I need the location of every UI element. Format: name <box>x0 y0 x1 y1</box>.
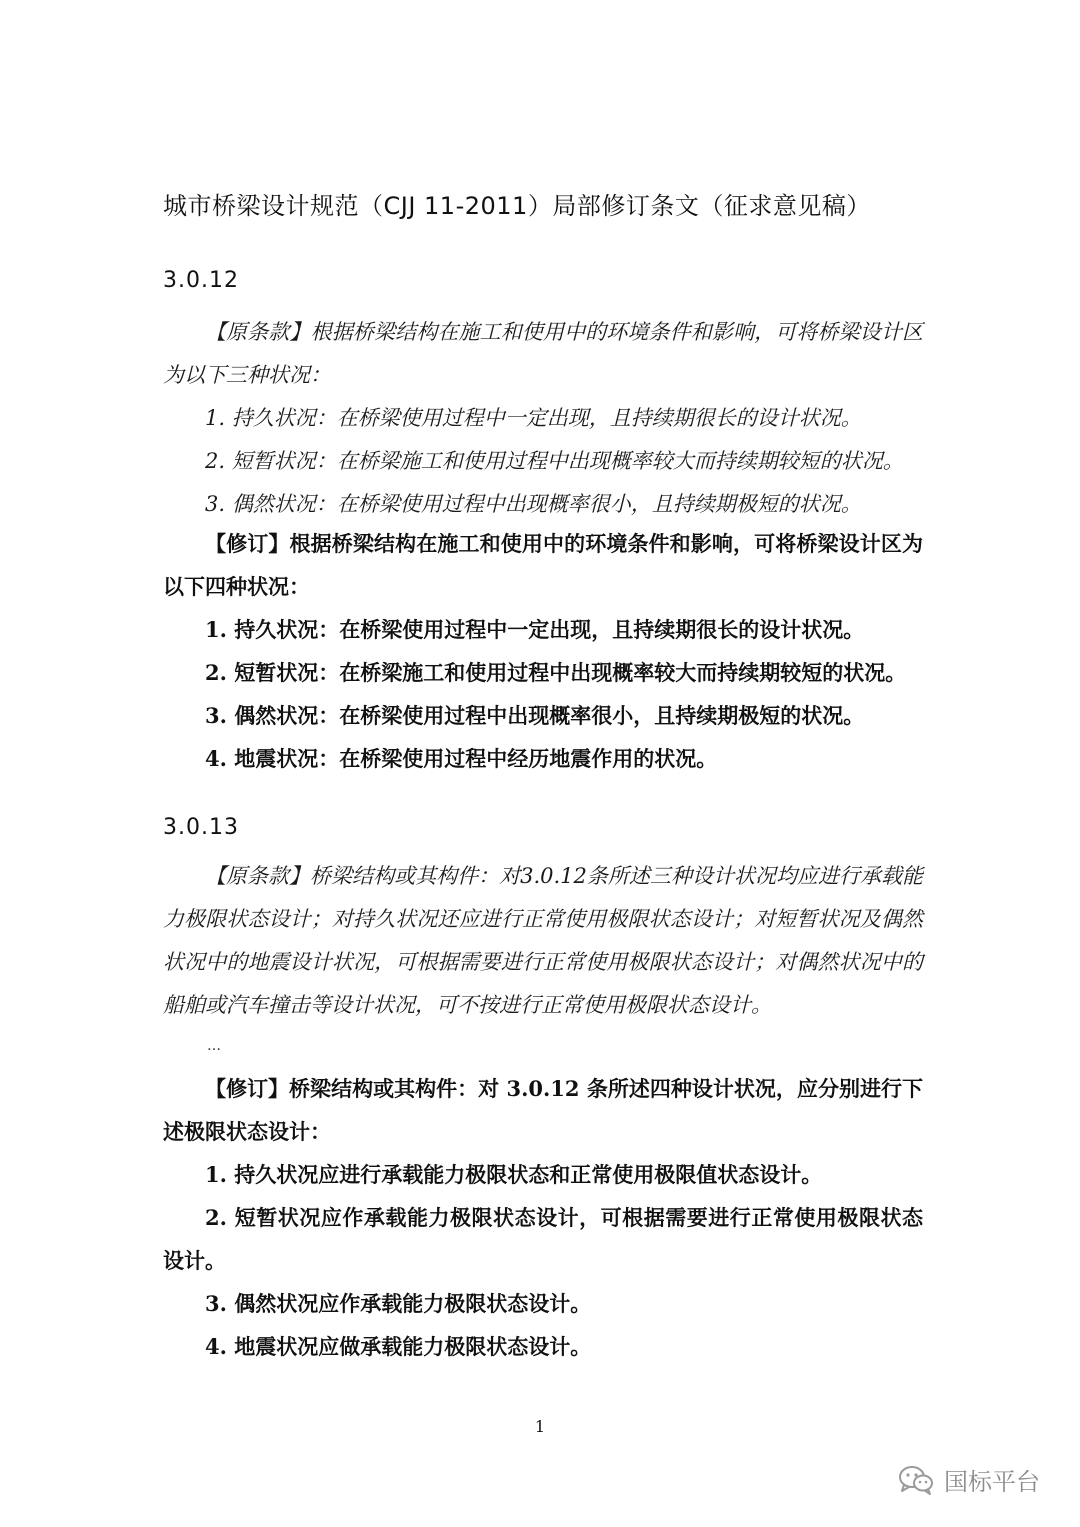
revised-label: 【修订】 <box>205 1076 290 1101</box>
list-item: 4. 地震状况应做承载能力极限状态设计。 <box>205 1334 592 1359</box>
wechat-icon <box>898 1464 934 1496</box>
revised-clause-block <box>163 1067 923 1368</box>
ellipsis: … <box>207 1038 221 1054</box>
original-text: 桥梁结构或其构件：对3.0.12条所述三种设计状况均应进行承载能力极限状态设计；对持久状况还应进行正常使用极限状态设计；对短暂状况及偶然状况中的地震设计状况，可根据需要进行正常使用极限状态设计；对偶然状况中的船舶或汽车撞击等设计状况，可不按进行正常使用极限状态设计。 <box>163 864 924 1017</box>
list-item: 1. 持久状况：在桥梁使用过程中一定出现，且持续期很长的设计状况。 <box>205 406 862 430</box>
revised-clause-block <box>163 522 923 780</box>
original-text: 根据桥梁结构在施工和使用中的环境条件和影响，可将桥梁设计区为以下三种状况： <box>163 320 924 387</box>
footer-watermark <box>898 1462 1040 1497</box>
document-title: 城市桥梁设计规范（CJJ 11-2011）局部修订条文（征求意见稿） <box>163 192 871 220</box>
original-label: 【原条款】 <box>205 320 311 344</box>
list-item: 3. 偶然状况：在桥梁使用过程中出现概率很小，且持续期极短的状况。 <box>205 492 862 516</box>
list-item: 3. 偶然状况：在桥梁使用过程中出现概率很小，且持续期极短的状况。 <box>205 703 865 728</box>
brand-name: 国标平台 <box>944 1468 1040 1496</box>
original-clause-block <box>163 855 923 1027</box>
clause-number: 3.0.13 <box>163 815 239 840</box>
list-item: 1. 持久状况应进行承载能力极限状态和正常使用极限值状态设计。 <box>205 1162 823 1187</box>
list-item: 2. 短暂状况：在桥梁施工和使用过程中出现概率较大而持续期较短的状况。 <box>205 660 907 685</box>
list-item: 1. 持久状况：在桥梁使用过程中一定出现，且持续期很长的设计状况。 <box>205 617 865 642</box>
list-item: 2. 短暂状况：在桥梁施工和使用过程中出现概率较大而持续期较短的状况。 <box>205 449 904 473</box>
original-label: 【原条款】 <box>205 864 311 888</box>
page-number: 1 <box>534 1417 546 1436</box>
revised-clause-paragraph <box>163 1067 923 1153</box>
original-clause-block <box>163 311 923 526</box>
list-item: 3. 偶然状况应作承载能力极限状态设计。 <box>205 1291 592 1316</box>
revised-label: 【修订】 <box>205 531 290 556</box>
list-item: 2. 短暂状况应作承载能力极限状态设计，可根据需要进行正常使用极限状态设计。 <box>163 1205 923 1273</box>
original-clause-paragraph <box>163 311 923 397</box>
revised-clause-paragraph <box>163 522 923 608</box>
clause-number: 3.0.12 <box>163 268 239 293</box>
revised-text: 桥梁结构或其构件：对 3.0.12 条所述四种设计状况，应分别进行下述极限状态设计： <box>163 1076 923 1144</box>
list-item: 4. 地震状况：在桥梁使用过程中经历地震作用的状况。 <box>205 746 718 771</box>
original-clause-paragraph <box>163 855 923 1027</box>
revised-text: 根据桥梁结构在施工和使用中的环境条件和影响，可将桥梁设计区为以下四种状况： <box>163 531 924 599</box>
